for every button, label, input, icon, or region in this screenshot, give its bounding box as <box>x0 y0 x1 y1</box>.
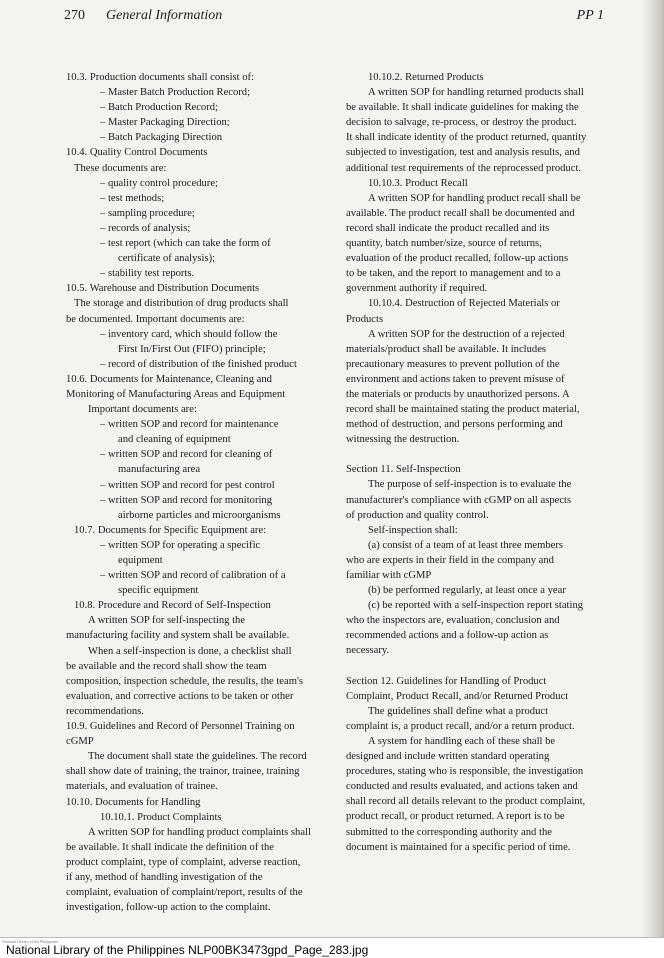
left-text-line: manufacturing area <box>118 464 201 476</box>
right-text-line: product recall, or product returned. A report is to be <box>346 811 565 823</box>
right-text-line: who are experts in their field in the company and <box>346 554 554 566</box>
page-number: 270 <box>64 8 85 23</box>
right-text-line: the materials or products by unauthorized persons. A <box>346 388 570 400</box>
left-text-line: certificate of analysis); <box>118 253 216 265</box>
right-text-line: of production and quality control. <box>346 509 489 521</box>
right-text-line: materials/product shall be available. It includes <box>346 343 547 355</box>
left-text-line: The storage and distribution of drug products shall <box>74 298 289 310</box>
right-text-line <box>346 659 604 674</box>
right-text-line: The guidelines shall define what a product <box>368 705 549 717</box>
right-text-line: who the inspectors are, evaluation, conclusion and <box>346 615 560 627</box>
right-text-line: complaint is, a product recall, and/or a return product. <box>346 720 575 732</box>
right-text-line: witnessing the destruction. <box>346 434 460 446</box>
right-text-line: environment and actions taken to prevent misuse of <box>346 373 565 385</box>
left-text-line: evaluation, and corrective actions to be taken or other <box>66 690 294 702</box>
left-text-line: manufacturing facility and system shall be available. <box>66 630 290 642</box>
right-text-line: The purpose of self-inspection is to evaluate the <box>368 479 572 491</box>
right-text-line: record shall be maintained stating the product material, <box>346 404 580 416</box>
right-text-line: (a) consist of a team of at least three members <box>368 539 564 551</box>
right-text-line: 10.10.3. Product Recall <box>368 177 468 189</box>
left-text-line: complaint, evaluation of complaint/report, results of the <box>66 887 303 899</box>
left-text-line: – records of analysis; <box>100 222 191 234</box>
right-text-line: 10.10.2. Returned Products <box>368 72 484 83</box>
page-header <box>64 8 604 28</box>
right-text-line: submitted to the corresponding authority and the <box>346 826 552 838</box>
left-text-line: airborne particles and microorganisms <box>118 509 281 521</box>
right-text-line: conducted and results evaluated, and actions taken and <box>346 781 578 793</box>
left-text-line: 10.8. Procedure and Record of Self-Inspection <box>74 600 271 612</box>
right-text-line: decision to salvage, re-process, or destroy the product. <box>346 117 577 129</box>
left-text-line: – stability test reports. <box>100 268 195 280</box>
right-text-line: (b) be performed regularly, at least once a year <box>368 585 566 597</box>
right-text-line: Products <box>346 313 384 325</box>
right-text-line: familiar with cGMP <box>346 570 432 581</box>
left-text-line: – Master Batch Production Record; <box>100 87 251 99</box>
left-text-line: – test methods; <box>100 192 165 204</box>
left-text-line: A written SOP for handling product complaints shall <box>88 826 311 838</box>
left-text-line: be available and the record shall show the team <box>66 660 267 672</box>
left-text-line: 10.3. Production documents shall consist of: <box>66 72 255 83</box>
left-text-line: – Batch Production Record; <box>100 102 218 114</box>
right-text-line: available. The product recall shall be documented and <box>346 207 575 219</box>
left-text-line: – test report (which can take the form of <box>100 238 271 250</box>
left-text-line: 10.9. Guidelines and Record of Personnel Training on <box>66 721 295 733</box>
footer-bar <box>0 937 664 958</box>
right-text-line: subjected to investigation, test and analysis results, and <box>346 147 580 159</box>
left-column <box>66 70 328 915</box>
right-text-line: shall record all details relevant to the product complaint, <box>346 796 586 808</box>
left-text-line: product complaint, type of complaint, adverse reaction, <box>66 856 301 868</box>
left-text-line: When a self-inspection is done, a checklist shall <box>88 645 292 657</box>
left-text-line: 10.7. Documents for Specific Equipment are: <box>74 524 267 536</box>
footer-small-text: National Library of the Philippines <box>2 939 58 944</box>
right-text-line: 10.10.4. Destruction of Rejected Materials or <box>368 298 560 310</box>
left-text-line: – written SOP and record for pest control <box>100 479 275 491</box>
right-text-line: (c) be reported with a self-inspection report stating <box>368 600 584 612</box>
right-text-line: Complaint, Product Recall, and/or Returned Product <box>346 690 569 702</box>
left-text-line: specific equipment <box>118 585 199 597</box>
left-text-line: 10.4. Quality Control Documents <box>66 147 208 159</box>
right-text-line: to be taken, and the report to management and to a <box>346 268 561 280</box>
right-text-line: It shall indicate identity of the product returned, quantity <box>346 132 587 144</box>
right-text-line: necessary. <box>346 645 390 657</box>
running-title: General Information <box>106 8 223 23</box>
left-text-line: be documented. Important documents are: <box>66 313 245 325</box>
left-text-line: recommendations. <box>66 705 144 717</box>
left-text-line: cGMP <box>66 736 94 748</box>
left-text-line: be available. It shall indicate the definition of the <box>66 841 274 853</box>
left-text-line: – Master Packaging Direction; <box>100 117 230 129</box>
right-text-line: Section 12. Guidelines for Handling of Product <box>346 675 547 687</box>
right-column <box>346 70 604 855</box>
right-text-line: designed and include written standard operating <box>346 751 550 763</box>
left-text-line: materials, and evaluation of trainee. <box>66 781 218 793</box>
footer-caption: National Library of the Philippines NLP00BK3473gpd_Page_283.jpg <box>6 943 369 957</box>
left-text-line: and cleaning of equipment <box>118 434 231 446</box>
left-text-line: – written SOP and record of calibration of a <box>100 570 286 582</box>
page-edge-shadow <box>640 0 664 940</box>
left-text-line: investigation, follow-up action to the complaint. <box>66 902 271 914</box>
right-text-line: government authority if required. <box>346 283 488 295</box>
left-text-line: composition, inspection schedule, the results, the team's <box>66 675 303 687</box>
left-text-line: Important documents are: <box>88 404 197 416</box>
right-text-line: manufacturer's compliance with cGMP on all aspects <box>346 494 572 506</box>
right-text-line: method of destruction, and persons performing and <box>346 419 563 431</box>
right-text-line: Self-inspection shall: <box>368 524 458 536</box>
left-text-line: The document shall state the guidelines. The record <box>88 751 307 763</box>
left-text-line: 10.5. Warehouse and Distribution Documents <box>66 283 260 295</box>
left-text-line: if any, method of handling investigation of the <box>66 871 263 883</box>
right-text-line: document is maintained for a specific period of time. <box>346 841 571 853</box>
left-text-line: equipment <box>118 555 163 566</box>
left-text-line: – written SOP and record for monitoring <box>100 494 273 506</box>
left-text-line: 10.10.1. Product Complaints <box>100 811 222 823</box>
section-tag: PP 1 <box>576 8 604 23</box>
left-text-line: shall show date of training, the trainor, trainee, training <box>66 766 300 778</box>
right-text-line: A written SOP for handling returned products shall <box>368 87 584 99</box>
left-text-line: A written SOP for self-inspecting the <box>88 615 246 627</box>
right-text-line <box>346 447 604 462</box>
left-text-line: First In/First Out (FIFO) principle; <box>118 343 266 355</box>
left-text-line: These documents are: <box>74 162 167 174</box>
right-text-line: A written SOP for handling product recall shall be <box>368 192 581 204</box>
left-text-line: – written SOP and record for cleaning of <box>100 449 273 461</box>
right-text-line: A system for handling each of these shall be <box>368 735 556 747</box>
right-text-line: evaluation of the product recalled, follow-up actions <box>346 253 569 265</box>
right-text-line: procedures, stating who is responsible, the investigation <box>346 766 584 778</box>
left-text-line: – quality control procedure; <box>100 177 218 189</box>
right-text-line: additional test requirements of the reprocessed product. <box>346 162 582 174</box>
left-text-line: – record of distribution of the finished product <box>100 358 297 370</box>
right-text-line: recommended actions and a follow-up action as <box>346 630 549 642</box>
left-text-line: – inventory card, which should follow the <box>100 328 278 340</box>
left-text-line: – sampling procedure; <box>100 207 195 219</box>
left-text-line: – Batch Packaging Direction <box>100 132 223 144</box>
right-text-line: quantity, batch number/size, source of returns, <box>346 238 542 250</box>
left-text-line: – written SOP and record for maintenance <box>100 419 279 431</box>
right-text-line: be available. It shall indicate guidelines for making the <box>346 102 579 114</box>
left-text-line: – written SOP for operating a specific <box>100 539 261 551</box>
left-text-line: 10.6. Documents for Maintenance, Cleaning and <box>66 373 272 385</box>
right-text-line: A written SOP for the destruction of a rejected <box>368 328 565 340</box>
left-text-line: 10.10. Documents for Handling <box>66 796 201 808</box>
right-text-line: precautionary measures to prevent pollution of the <box>346 358 560 370</box>
right-text-line: Section 11. Self-Inspection <box>346 464 461 476</box>
right-text-line: record shall indicate the product recalled and its <box>346 222 550 234</box>
left-text-line: Monitoring of Manufacturing Areas and Equipment <box>66 388 286 400</box>
